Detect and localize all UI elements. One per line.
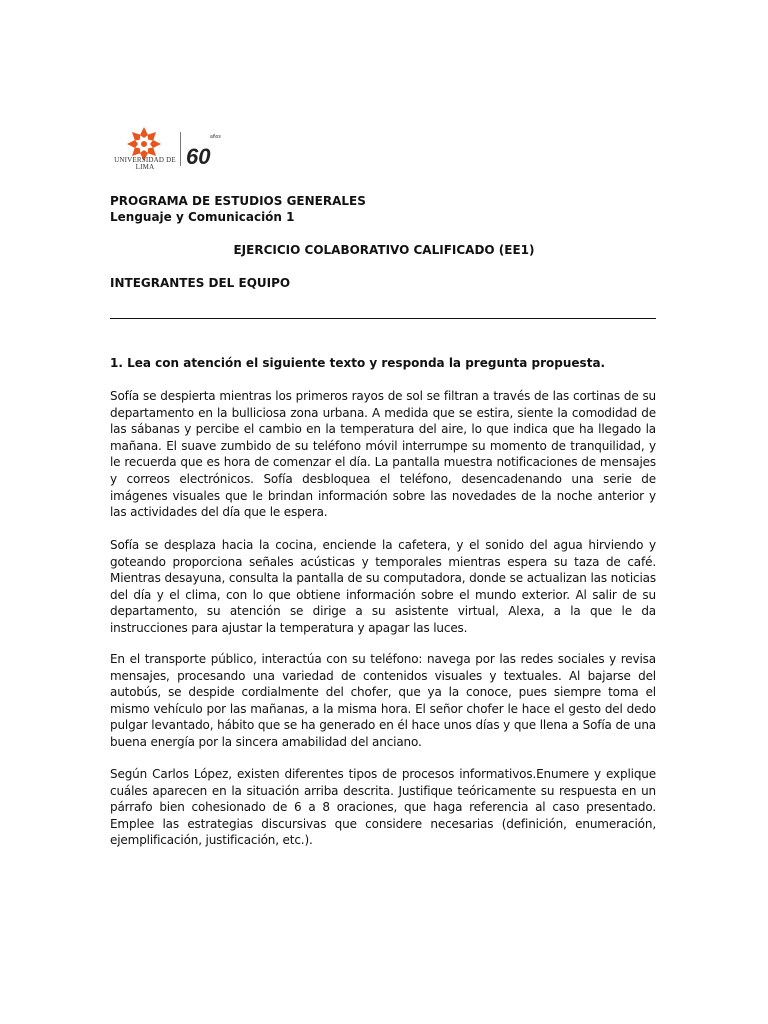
exercise-title: EJERCICIO COLABORATIVO CALIFICADO (EE1)	[233, 243, 535, 257]
paragraph-4: Según Carlos López, existen diferentes tipos de procesos informativos.Enumere y explique cuáles aparecen en la situación arriba descrita. Justifique teóricamente su respuesta en un párrafo bien cohesionado de 6 a 8 oraciones, que haga referencia al caso presentado. Emplee las estrategias discursivas que considere necesarias (definición, enumeración, ejemplificación, justificación, etc.).	[110, 767, 656, 848]
team-members-line	[110, 318, 656, 319]
document-header	[110, 193, 670, 225]
paragraph-2: Sofía se desplaza hacia la cocina, enciende la cafetera, y el sonido del agua hirviendo y goteando proporciona señales acústicas y temporales mientras espera su taza de café. Mientras desayuna, consulta la pantalla de su computadora, donde se actualizan las noticias del día y el clima, con lo que obtiene información sobre el mundo exterior. Al salir de su departamento, su atención se dirige a su asistente virtual, Alexa, a la que le da instrucciones para ajustar la temperatura y apagar las luces.	[110, 538, 656, 635]
program-name: PROGRAMA DE ESTUDIOS GENERALES	[110, 194, 366, 208]
sixty-years-mark	[186, 144, 230, 166]
logo-divider	[180, 132, 181, 166]
course-name: Lenguaje y Comunicación 1	[110, 210, 295, 224]
anniversary-word: años	[210, 134, 221, 140]
team-members-label: INTEGRANTES DEL EQUIPO	[110, 276, 291, 290]
question-prompt: 1. Lea con atención el siguiente texto y responda la pregunta propuesta.	[110, 356, 606, 370]
paragraph-3: En el transporte público, interactúa con su teléfono: navega por las redes sociales y revisa mensajes, procesando una variedad de contenidos visuales y textuales. Al bajarse del autobús, se despide cordialmente del chofer, que ya la conoce, pues siempre toma el mismo vehículo por las mañanas, a la misma hora. El señor chofer le hace el gesto del dedo pulgar levantado, hábito que se ha generado en él hace unos días y que llena a Sofía de una buena energía por la sincera amabilidad del anciano.	[110, 652, 656, 749]
anniversary-number: 60	[186, 144, 211, 166]
university-name: UNIVERSIDAD DE LIMA	[114, 156, 176, 171]
paragraph-1: Sofía se despierta mientras los primeros rayos de sol se filtran a través de las cortinas de su departamento en la bulliciosa zona urbana. A medida que se estira, siente la comodidad de las sábanas y percibe el cambio en la temperatura del aire, lo que indica que ha llegado la mañana. El suave zumbido de su teléfono móvil interrumpe su momento de tranquilidad, y le recuerda que es hora de comenzar el día. La pantalla muestra notificaciones de mensajes y correos electrónicos. Sofía desbloquea el teléfono, desencadenando una serie de imágenes visuales que le brindan información sobre las novedades de la noche anterior y las actividades del día que le espera.	[110, 389, 656, 520]
university-logo	[112, 126, 232, 174]
